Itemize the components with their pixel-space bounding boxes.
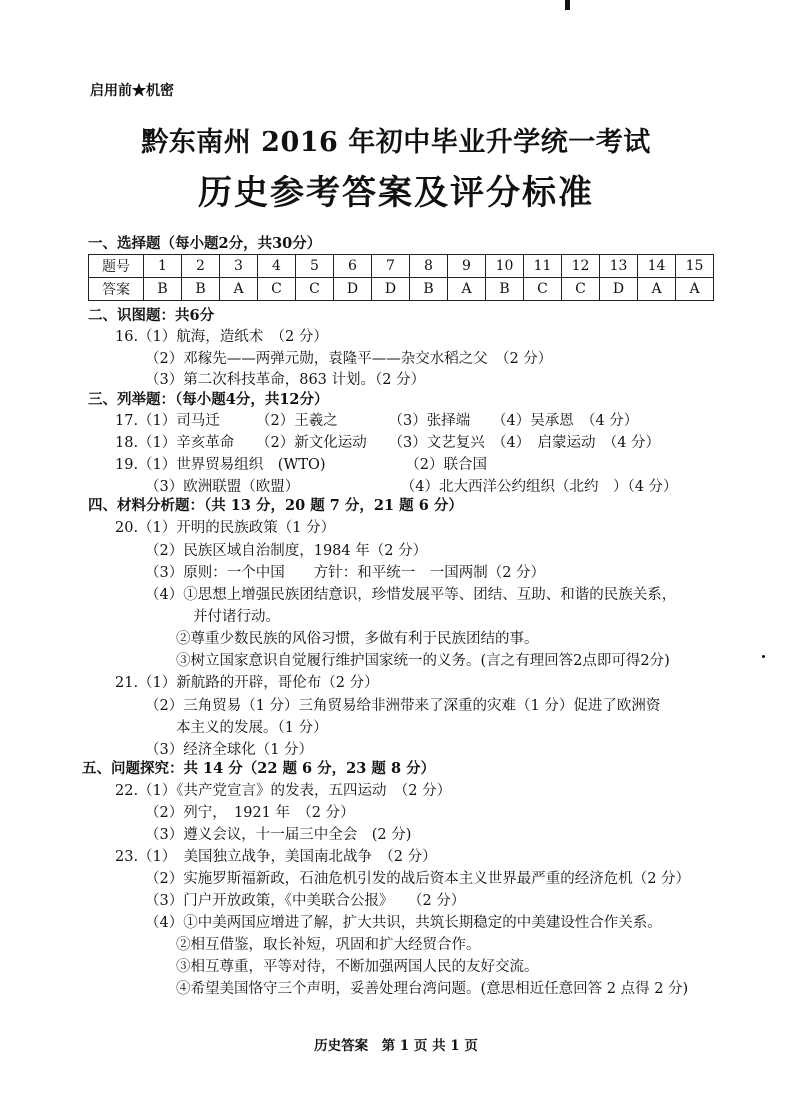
answer-line: 18.（1）辛亥革命 （2）新文化运动 （3）文艺复兴 （4） 启蒙运动 （4 分） (115, 435, 661, 451)
answer-line: （3）遵义会议，十一届三中全会 (2 分) (145, 827, 412, 843)
question-number: 6 (334, 255, 372, 278)
answer-cell: D (372, 278, 410, 301)
answer-line: 23.（1） 美国独立战争，美国南北战争 （2 分） (115, 849, 437, 865)
question-number: 13 (600, 255, 638, 278)
page-footer: 历史答案 第 1 页 共 1 页 (314, 1038, 478, 1054)
answer-cell: D (334, 278, 372, 301)
exam-title: 黔东南州 2016 年初中毕业升学统一考试 (141, 127, 651, 158)
answer-line: （3）门户开放政策，《中美联合公报》 （2 分） (145, 893, 466, 909)
answer-line: （2）列宁， 1921 年 （2 分） (145, 805, 355, 821)
answer-line: （3）原则：一个中国 方针：和平统一 一国两制（2 分） (145, 565, 546, 581)
answer-cell: B (144, 278, 182, 301)
section1-heading: 一、选择题（每小题2分，共30分） (88, 235, 322, 252)
answer-key-title: 历史参考答案及评分标准 (198, 173, 594, 213)
answer-line: （3）经济全球化（1 分） (145, 742, 314, 758)
answer-line: （4）①中美两国应增进了解，扩大共识，共筑长期稳定的中美建设性合作关系。 (145, 915, 662, 931)
answer-cell: A (676, 278, 714, 301)
question-number: 12 (562, 255, 600, 278)
table-row-answers (89, 278, 714, 301)
answer-cell: B (182, 278, 220, 301)
section5-heading: 五、问题探究：共 14 分（22 题 6 分，23 题 8 分） (82, 760, 436, 777)
question-number: 1 (144, 255, 182, 278)
question-number: 15 (676, 255, 714, 278)
answer-cell: D (600, 278, 638, 301)
question-number: 3 (220, 255, 258, 278)
answer-cell: A (448, 278, 486, 301)
question-number: 11 (524, 255, 562, 278)
question-number: 9 (448, 255, 486, 278)
answer-line: ③树立国家意识自觉履行维护国家统一的义务。(言之有理回答2点即可得2分) (176, 653, 670, 669)
row-label-answers: 答案 (89, 278, 144, 301)
scan-mark (565, 0, 570, 10)
question-number: 7 (372, 255, 410, 278)
answer-line: 16.（1）航海，造纸术 （2 分） (115, 329, 328, 345)
answer-cell: C (562, 278, 600, 301)
answer-line: 21.（1）新航路的开辟，哥伦布（2 分） (115, 675, 379, 691)
answer-line: 22.（1）《共产党宣言》的发表，五四运动 （2 分） (115, 783, 452, 799)
question-number: 14 (638, 255, 676, 278)
answer-line: 20.（1）开明的民族政策（1 分） (115, 520, 336, 536)
answer-line: （2）三角贸易（1 分）三角贸易给非洲带来了深重的灾难（1 分）促进了欧洲资 (145, 698, 661, 714)
answer-cell: B (486, 278, 524, 301)
answer-line: ②尊重少数民族的风俗习惯，多做有利于民族团结的事。 (176, 631, 539, 647)
answer-line: （4）①思想上增强民族团结意识，珍惜发展平等、团结、互助、和谐的民族关系， (145, 587, 677, 603)
answer-line: 17.（1）司马迁 （2）王羲之 （3）张择端 （4）吴承恩 （4 分） (115, 413, 639, 429)
row-label-numbers: 题号 (89, 255, 144, 278)
question-number: 8 (410, 255, 448, 278)
answer-cell: C (524, 278, 562, 301)
question-number: 4 (258, 255, 296, 278)
answer-line: ③相互尊重，平等对待，不断加强两国人民的友好交流。 (176, 959, 539, 975)
answer-line: ④希望美国恪守三个声明，妥善处理台湾问题。(意思相近任意回答 2 点得 2 分) (176, 981, 689, 997)
answer-line: 并付诸行动。 (193, 609, 280, 625)
answer-cell: C (258, 278, 296, 301)
section4-heading: 四、材料分析题：（共 13 分，20 题 7 分，21 题 6 分） (88, 497, 463, 514)
answer-table (88, 254, 714, 301)
section2-heading: 二、识图题：共6分 (88, 307, 215, 324)
answer-line: （3）第二次科技革命，863 计划。（2 分） (145, 372, 426, 388)
question-number: 5 (296, 255, 334, 278)
answer-line: 19.（1）世界贸易组织 (WTO) （2）联合国 (115, 457, 488, 473)
answer-cell: A (220, 278, 258, 301)
answer-line: （2）邓稼先——两弹元勋，袁隆平——杂交水稻之父 （2 分） (145, 351, 553, 367)
confidential-label: 启用前★机密 (90, 83, 174, 99)
answer-line: 本主义的发展。（1 分） (176, 720, 328, 736)
section3-heading: 三、列举题：（每小题4分，共12分） (88, 391, 329, 408)
answer-line: （2）民族区域自治制度，1984 年（2 分） (145, 543, 428, 559)
answer-line: （2）实施罗斯福新政，石油危机引发的战后资本主义世界最严重的经济危机（2 分） (145, 871, 691, 887)
answer-cell: A (638, 278, 676, 301)
scan-dot (762, 655, 765, 658)
question-number: 10 (486, 255, 524, 278)
answer-cell: C (296, 278, 334, 301)
answer-cell: B (410, 278, 448, 301)
question-number: 2 (182, 255, 220, 278)
table-row-numbers (89, 255, 714, 278)
answer-line: ②相互借鉴，取长补短，巩固和扩大经贸合作。 (176, 937, 481, 953)
answer-line: （3）欧洲联盟（欧盟） （4）北大西洋公约组织（北约 ）（4 分） (145, 479, 678, 495)
